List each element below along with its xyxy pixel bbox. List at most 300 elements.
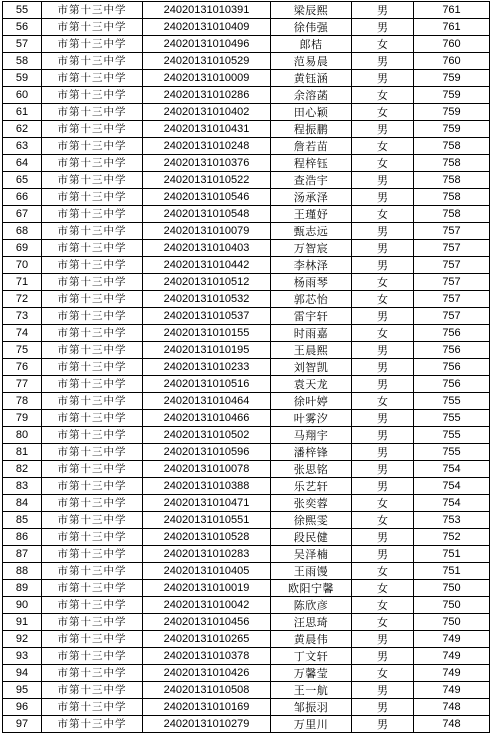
student-name-cell: 余溶菡 [271, 87, 352, 104]
student-id-cell: 24020131010502 [143, 427, 271, 444]
gender-cell: 男 [352, 699, 414, 716]
row-number-cell: 84 [3, 495, 42, 512]
table-row [3, 597, 490, 614]
student-id-cell: 24020131010283 [143, 546, 271, 563]
student-name-cell: 梁辰熙 [271, 2, 352, 19]
school-cell: 市第十三中学 [42, 580, 143, 597]
school-cell: 市第十三中学 [42, 410, 143, 427]
row-number-cell: 57 [3, 36, 42, 53]
score-cell: 757 [414, 308, 490, 325]
student-name-cell: 王晨熙 [271, 342, 352, 359]
table-row [3, 104, 490, 121]
school-cell: 市第十三中学 [42, 240, 143, 257]
score-cell: 758 [414, 189, 490, 206]
student-id-cell: 24020131010442 [143, 257, 271, 274]
score-cell: 759 [414, 70, 490, 87]
table-row [3, 223, 490, 240]
school-cell: 市第十三中学 [42, 631, 143, 648]
school-cell: 市第十三中学 [42, 70, 143, 87]
student-id-cell: 24020131010009 [143, 70, 271, 87]
student-id-cell: 24020131010529 [143, 53, 271, 70]
gender-cell: 女 [352, 138, 414, 155]
student-name-cell: 王雨馒 [271, 563, 352, 580]
school-cell: 市第十三中学 [42, 291, 143, 308]
table-row [3, 512, 490, 529]
student-id-cell: 24020131010512 [143, 274, 271, 291]
table-row [3, 36, 490, 53]
table-row [3, 155, 490, 172]
table-row [3, 563, 490, 580]
student-name-cell: 郎桔 [271, 36, 352, 53]
gender-cell: 女 [352, 580, 414, 597]
row-number-cell: 63 [3, 138, 42, 155]
gender-cell: 女 [352, 614, 414, 631]
student-id-cell: 24020131010471 [143, 495, 271, 512]
score-cell: 757 [414, 240, 490, 257]
school-cell: 市第十三中学 [42, 359, 143, 376]
school-cell: 市第十三中学 [42, 172, 143, 189]
gender-cell: 男 [352, 648, 414, 665]
student-id-cell: 24020131010402 [143, 104, 271, 121]
gender-cell: 女 [352, 274, 414, 291]
student-name-cell: 时雨嘉 [271, 325, 352, 342]
student-id-cell: 24020131010528 [143, 529, 271, 546]
student-name-cell: 汤承泽 [271, 189, 352, 206]
score-cell: 761 [414, 19, 490, 36]
student-id-cell: 24020131010265 [143, 631, 271, 648]
student-name-cell: 范易晨 [271, 53, 352, 70]
student-id-cell: 24020131010376 [143, 155, 271, 172]
student-id-cell: 24020131010456 [143, 614, 271, 631]
student-name-cell: 徐伟强 [271, 19, 352, 36]
school-cell: 市第十三中学 [42, 393, 143, 410]
row-number-cell: 65 [3, 172, 42, 189]
gender-cell: 男 [352, 376, 414, 393]
gender-cell: 男 [352, 529, 414, 546]
school-cell: 市第十三中学 [42, 699, 143, 716]
gender-cell: 女 [352, 87, 414, 104]
gender-cell: 男 [352, 546, 414, 563]
student-name-cell: 甄志远 [271, 223, 352, 240]
table-row [3, 240, 490, 257]
student-name-cell: 潘梓锋 [271, 444, 352, 461]
table-row [3, 274, 490, 291]
student-name-cell: 段民健 [271, 529, 352, 546]
student-id-cell: 24020131010042 [143, 597, 271, 614]
gender-cell: 女 [352, 563, 414, 580]
student-id-cell: 24020131010537 [143, 308, 271, 325]
score-cell: 758 [414, 206, 490, 223]
school-cell: 市第十三中学 [42, 138, 143, 155]
score-cell: 750 [414, 580, 490, 597]
gender-cell: 男 [352, 631, 414, 648]
row-number-cell: 93 [3, 648, 42, 665]
gender-cell: 男 [352, 189, 414, 206]
row-number-cell: 58 [3, 53, 42, 70]
student-name-cell: 王瑾妤 [271, 206, 352, 223]
row-number-cell: 92 [3, 631, 42, 648]
row-number-cell: 82 [3, 461, 42, 478]
score-cell: 755 [414, 393, 490, 410]
table-row [3, 172, 490, 189]
table-row [3, 478, 490, 495]
table-row [3, 359, 490, 376]
school-cell: 市第十三中学 [42, 512, 143, 529]
student-score-table [2, 1, 490, 733]
school-cell: 市第十三中学 [42, 563, 143, 580]
student-id-cell: 24020131010233 [143, 359, 271, 376]
student-name-cell: 万里川 [271, 716, 352, 733]
score-cell: 749 [414, 631, 490, 648]
table-row [3, 87, 490, 104]
row-number-cell: 72 [3, 291, 42, 308]
student-name-cell: 马翔宇 [271, 427, 352, 444]
school-cell: 市第十三中学 [42, 665, 143, 682]
student-name-cell: 查浩宇 [271, 172, 352, 189]
row-number-cell: 81 [3, 444, 42, 461]
score-cell: 750 [414, 614, 490, 631]
student-id-cell: 24020131010532 [143, 291, 271, 308]
table-row [3, 529, 490, 546]
student-id-cell: 24020131010405 [143, 563, 271, 580]
row-number-cell: 61 [3, 104, 42, 121]
gender-cell: 女 [352, 155, 414, 172]
student-id-cell: 24020131010195 [143, 342, 271, 359]
student-id-cell: 24020131010378 [143, 648, 271, 665]
student-name-cell: 程振鹏 [271, 121, 352, 138]
row-number-cell: 87 [3, 546, 42, 563]
gender-cell: 男 [352, 240, 414, 257]
table-row [3, 461, 490, 478]
table-row [3, 342, 490, 359]
student-name-cell: 刘智凯 [271, 359, 352, 376]
score-cell: 749 [414, 665, 490, 682]
table-row [3, 410, 490, 427]
student-id-cell: 24020131010508 [143, 682, 271, 699]
gender-cell: 女 [352, 325, 414, 342]
row-number-cell: 59 [3, 70, 42, 87]
student-id-cell: 24020131010522 [143, 172, 271, 189]
school-cell: 市第十三中学 [42, 376, 143, 393]
student-id-cell: 24020131010546 [143, 189, 271, 206]
score-cell: 755 [414, 410, 490, 427]
row-number-cell: 85 [3, 512, 42, 529]
student-name-cell: 叶雾汐 [271, 410, 352, 427]
student-id-cell: 24020131010078 [143, 461, 271, 478]
row-number-cell: 67 [3, 206, 42, 223]
student-name-cell: 万智宸 [271, 240, 352, 257]
row-number-cell: 64 [3, 155, 42, 172]
student-id-cell: 24020131010391 [143, 2, 271, 19]
gender-cell: 女 [352, 512, 414, 529]
student-name-cell: 王一航 [271, 682, 352, 699]
school-cell: 市第十三中学 [42, 444, 143, 461]
student-id-cell: 24020131010431 [143, 121, 271, 138]
student-id-cell: 24020131010169 [143, 699, 271, 716]
score-cell: 749 [414, 648, 490, 665]
score-cell: 761 [414, 2, 490, 19]
gender-cell: 女 [352, 104, 414, 121]
score-cell: 750 [414, 597, 490, 614]
row-number-cell: 83 [3, 478, 42, 495]
school-cell: 市第十三中学 [42, 2, 143, 19]
score-cell: 754 [414, 495, 490, 512]
student-name-cell: 汪思琦 [271, 614, 352, 631]
student-id-cell: 24020131010516 [143, 376, 271, 393]
score-cell: 753 [414, 512, 490, 529]
gender-cell: 男 [352, 461, 414, 478]
student-name-cell: 程梓钰 [271, 155, 352, 172]
student-name-cell: 欧阳宁馨 [271, 580, 352, 597]
score-cell: 758 [414, 155, 490, 172]
table-row [3, 257, 490, 274]
table-row [3, 665, 490, 682]
table-row [3, 546, 490, 563]
gender-cell: 男 [352, 410, 414, 427]
table-row [3, 427, 490, 444]
school-cell: 市第十三中学 [42, 495, 143, 512]
score-cell: 755 [414, 444, 490, 461]
score-cell: 757 [414, 274, 490, 291]
gender-cell: 男 [352, 478, 414, 495]
gender-cell: 男 [352, 172, 414, 189]
student-id-cell: 24020131010426 [143, 665, 271, 682]
gender-cell: 男 [352, 444, 414, 461]
row-number-cell: 96 [3, 699, 42, 716]
table-row [3, 325, 490, 342]
student-id-cell: 24020131010155 [143, 325, 271, 342]
row-number-cell: 73 [3, 308, 42, 325]
score-cell: 754 [414, 461, 490, 478]
row-number-cell: 68 [3, 223, 42, 240]
school-cell: 市第十三中学 [42, 342, 143, 359]
score-cell: 759 [414, 121, 490, 138]
table-row [3, 716, 490, 733]
school-cell: 市第十三中学 [42, 597, 143, 614]
student-name-cell: 雷宇轩 [271, 308, 352, 325]
gender-cell: 男 [352, 19, 414, 36]
gender-cell: 男 [352, 427, 414, 444]
table-row [3, 53, 490, 70]
student-name-cell: 乐艺轩 [271, 478, 352, 495]
student-name-cell: 吴泽楠 [271, 546, 352, 563]
gender-cell: 女 [352, 597, 414, 614]
table-row [3, 70, 490, 87]
score-cell: 757 [414, 223, 490, 240]
school-cell: 市第十三中学 [42, 648, 143, 665]
table-row [3, 495, 490, 512]
table-row [3, 138, 490, 155]
row-number-cell: 60 [3, 87, 42, 104]
school-cell: 市第十三中学 [42, 257, 143, 274]
student-name-cell: 黄晨伟 [271, 631, 352, 648]
student-id-cell: 24020131010464 [143, 393, 271, 410]
score-cell: 752 [414, 529, 490, 546]
table-row [3, 19, 490, 36]
school-cell: 市第十三中学 [42, 206, 143, 223]
student-name-cell: 张奕蓉 [271, 495, 352, 512]
student-id-cell: 24020131010548 [143, 206, 271, 223]
gender-cell: 女 [352, 665, 414, 682]
gender-cell: 女 [352, 393, 414, 410]
school-cell: 市第十三中学 [42, 223, 143, 240]
score-cell: 748 [414, 699, 490, 716]
school-cell: 市第十三中学 [42, 87, 143, 104]
student-id-cell: 24020131010388 [143, 478, 271, 495]
student-id-cell: 24020131010409 [143, 19, 271, 36]
school-cell: 市第十三中学 [42, 121, 143, 138]
score-cell: 751 [414, 563, 490, 580]
student-name-cell: 邹振羽 [271, 699, 352, 716]
gender-cell: 男 [352, 53, 414, 70]
gender-cell: 女 [352, 495, 414, 512]
gender-cell: 男 [352, 682, 414, 699]
score-cell: 756 [414, 359, 490, 376]
student-name-cell: 田心颖 [271, 104, 352, 121]
student-name-cell: 万馨莹 [271, 665, 352, 682]
student-id-cell: 24020131010079 [143, 223, 271, 240]
table-row [3, 308, 490, 325]
table-row [3, 393, 490, 410]
table-row [3, 2, 490, 19]
gender-cell: 女 [352, 291, 414, 308]
school-cell: 市第十三中学 [42, 461, 143, 478]
table-row [3, 121, 490, 138]
school-cell: 市第十三中学 [42, 19, 143, 36]
row-number-cell: 70 [3, 257, 42, 274]
gender-cell: 男 [352, 2, 414, 19]
table-row [3, 614, 490, 631]
table-row [3, 376, 490, 393]
student-id-cell: 24020131010466 [143, 410, 271, 427]
gender-cell: 男 [352, 359, 414, 376]
student-name-cell: 杨雨琴 [271, 274, 352, 291]
student-name-cell: 陈欣彦 [271, 597, 352, 614]
school-cell: 市第十三中学 [42, 308, 143, 325]
score-cell: 756 [414, 376, 490, 393]
row-number-cell: 75 [3, 342, 42, 359]
gender-cell: 男 [352, 716, 414, 733]
score-cell: 749 [414, 682, 490, 699]
row-number-cell: 94 [3, 665, 42, 682]
school-cell: 市第十三中学 [42, 716, 143, 733]
table-row [3, 648, 490, 665]
row-number-cell: 91 [3, 614, 42, 631]
school-cell: 市第十三中学 [42, 274, 143, 291]
gender-cell: 男 [352, 308, 414, 325]
score-cell: 748 [414, 716, 490, 733]
gender-cell: 女 [352, 206, 414, 223]
student-name-cell: 黄钰涵 [271, 70, 352, 87]
row-number-cell: 90 [3, 597, 42, 614]
student-name-cell: 徐叶婷 [271, 393, 352, 410]
row-number-cell: 80 [3, 427, 42, 444]
row-number-cell: 69 [3, 240, 42, 257]
score-cell: 756 [414, 342, 490, 359]
gender-cell: 男 [352, 342, 414, 359]
row-number-cell: 86 [3, 529, 42, 546]
school-cell: 市第十三中学 [42, 427, 143, 444]
student-id-cell: 24020131010496 [143, 36, 271, 53]
row-number-cell: 56 [3, 19, 42, 36]
school-cell: 市第十三中学 [42, 325, 143, 342]
school-cell: 市第十三中学 [42, 189, 143, 206]
student-id-cell: 24020131010286 [143, 87, 271, 104]
student-name-cell: 袁天龙 [271, 376, 352, 393]
school-cell: 市第十三中学 [42, 682, 143, 699]
row-number-cell: 79 [3, 410, 42, 427]
table-row [3, 682, 490, 699]
table-body [3, 2, 490, 733]
school-cell: 市第十三中学 [42, 614, 143, 631]
row-number-cell: 95 [3, 682, 42, 699]
gender-cell: 男 [352, 223, 414, 240]
school-cell: 市第十三中学 [42, 478, 143, 495]
gender-cell: 女 [352, 36, 414, 53]
score-cell: 755 [414, 427, 490, 444]
student-id-cell: 24020131010248 [143, 138, 271, 155]
table-row [3, 580, 490, 597]
score-cell: 751 [414, 546, 490, 563]
student-name-cell: 郭芯怡 [271, 291, 352, 308]
row-number-cell: 88 [3, 563, 42, 580]
student-id-cell: 24020131010403 [143, 240, 271, 257]
row-number-cell: 66 [3, 189, 42, 206]
student-name-cell: 詹若苗 [271, 138, 352, 155]
score-cell: 758 [414, 138, 490, 155]
table-row [3, 444, 490, 461]
row-number-cell: 74 [3, 325, 42, 342]
table-row [3, 206, 490, 223]
score-cell: 759 [414, 104, 490, 121]
row-number-cell: 62 [3, 121, 42, 138]
score-cell: 756 [414, 325, 490, 342]
student-id-cell: 24020131010551 [143, 512, 271, 529]
score-cell: 757 [414, 257, 490, 274]
table-row [3, 291, 490, 308]
school-cell: 市第十三中学 [42, 546, 143, 563]
student-name-cell: 丁文轩 [271, 648, 352, 665]
school-cell: 市第十三中学 [42, 529, 143, 546]
score-cell: 759 [414, 87, 490, 104]
student-name-cell: 李林泽 [271, 257, 352, 274]
school-cell: 市第十三中学 [42, 36, 143, 53]
student-id-cell: 24020131010279 [143, 716, 271, 733]
gender-cell: 男 [352, 257, 414, 274]
table-row [3, 699, 490, 716]
student-name-cell: 徐熙雯 [271, 512, 352, 529]
school-cell: 市第十三中学 [42, 53, 143, 70]
student-id-cell: 24020131010019 [143, 580, 271, 597]
school-cell: 市第十三中学 [42, 104, 143, 121]
gender-cell: 男 [352, 70, 414, 87]
row-number-cell: 76 [3, 359, 42, 376]
student-name-cell: 张思铭 [271, 461, 352, 478]
score-cell: 760 [414, 36, 490, 53]
table-row [3, 189, 490, 206]
row-number-cell: 77 [3, 376, 42, 393]
score-cell: 758 [414, 172, 490, 189]
row-number-cell: 78 [3, 393, 42, 410]
student-id-cell: 24020131010596 [143, 444, 271, 461]
school-cell: 市第十三中学 [42, 155, 143, 172]
score-cell: 754 [414, 478, 490, 495]
score-cell: 757 [414, 291, 490, 308]
table-row [3, 631, 490, 648]
row-number-cell: 55 [3, 2, 42, 19]
gender-cell: 男 [352, 121, 414, 138]
score-cell: 760 [414, 53, 490, 70]
